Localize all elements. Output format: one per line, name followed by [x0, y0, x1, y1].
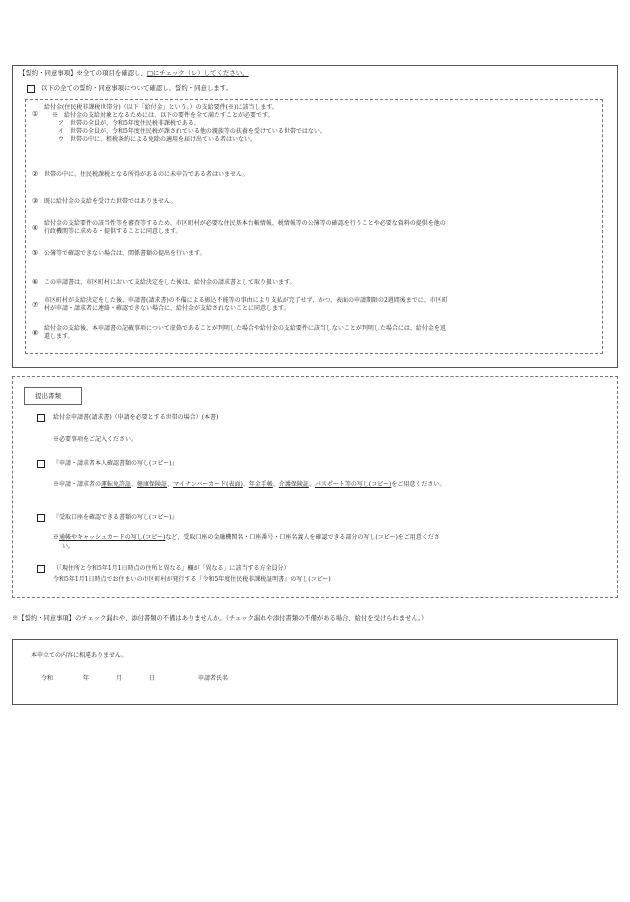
documents-section	[12, 376, 618, 598]
item-number: ⑤	[32, 249, 39, 257]
document-label: 給付金申請書(請求書)（申請を必要とする世帯の場合）(本書)	[53, 414, 219, 421]
consent-header-underlined: □にチェック（レ）してください。	[146, 69, 249, 77]
check-all-row	[27, 84, 232, 93]
declaration-text: 本申立ての内容に相違ありません。	[31, 652, 128, 659]
consent-item	[26, 104, 602, 154]
item-line: 給付金(住民税非課税世帯分)（以下「給付金」という。）の支給要件(※)に該当します。	[44, 104, 278, 111]
document-note: 令和5年1月1日時点でお住まいの市区町村が発行する『令和5年度住民税非課税証明書』の写し(コピー)	[53, 576, 331, 583]
item-number: ⑥	[32, 278, 39, 286]
item-line: イ 世帯の全員が、令和5年度住民税が課されている他の親族等の扶養を受けている世帯ではない。	[58, 128, 326, 136]
documents-title: 提出書類	[35, 392, 61, 400]
document-checkbox[interactable]	[37, 460, 45, 468]
date-era: 令和	[41, 675, 54, 682]
item-text	[44, 104, 596, 144]
document-note	[53, 481, 445, 489]
note-text: 、	[167, 481, 174, 488]
note-underlined: 年金手帳	[248, 481, 273, 488]
item-line: 村が申請・請求者に連絡・確認できない場合に、給付金が支給されないことに同意します。	[44, 305, 290, 313]
note-text: をご用意ください。	[391, 481, 446, 488]
consent-section	[12, 65, 618, 368]
item-line: 行政機関等に求める・提供することに同意します。	[44, 228, 182, 236]
note-text: ※申請・請求者の	[53, 481, 102, 488]
item-number: ⑦	[32, 301, 39, 309]
item-text: 既に給付金の支給を受けた世帯ではありません。	[44, 198, 177, 205]
declaration-section	[12, 639, 618, 705]
document-note	[53, 534, 440, 542]
note-text: ※	[53, 534, 60, 541]
item-text	[44, 220, 596, 236]
date-month: 月	[116, 675, 123, 682]
note-text: 、	[308, 481, 315, 488]
note-underlined: 通帳やキャッシュカードの写し(コピー)	[59, 534, 166, 541]
check-all-label: 以下の全ての誓約・同意事項について確認し、誓約・同意します。	[40, 84, 232, 92]
item-text	[44, 297, 596, 313]
item-number: ⑧	[32, 329, 39, 337]
note-underlined: 健康保険証	[137, 481, 168, 488]
documents-title-box	[24, 387, 82, 405]
document-checkbox[interactable]	[37, 565, 45, 573]
document-label: （「現住所と令和5年1月1日時点の住所と異なる」欄が「異なる」に該当する方全員分）	[53, 565, 290, 572]
item-line: 市区町村が支給決定をした後、申請書(請求書)の不備による振込不能等の事由により支払が完了せず、かつ、表面の申請期限の2週間後までに、市区町	[44, 297, 448, 304]
item-line: 給付金の支給後、本申請書の記載事項について虚偽であることが判明した場合や給付金の支給要件に該当しないことが判明した場合には、給付金を返	[44, 325, 446, 332]
document-label: 『申請・請求者本人確認書類の写し(コピー)』	[53, 460, 178, 467]
note-underlined: マイナンバーカード(表面)	[173, 481, 243, 488]
note-text: など、受取口座の金融機関名・口座番号・口座名義人を確認できる部分の写し(コピー)をご用意くださ	[165, 534, 440, 541]
document-label: 『受取口座を確認できる書類の写し(コピー)』	[53, 514, 178, 521]
item-number: ④	[32, 224, 39, 232]
item-text: 公簿等で確認できない場合は、関係書類の提出を行います。	[44, 250, 206, 257]
date-year: 年	[83, 675, 90, 682]
item-line: ウ 世帯の中に、租税条約による免除の適用を届け出ている者はいない。	[58, 136, 257, 144]
item-line: 給付金の支給要件の該当性等を審査等するため、市区町村が必要な住民基本台帳情報、税情報等の公簿等の確認を行うことや必要な資料の提供を他の	[44, 220, 446, 227]
item-text	[44, 325, 596, 341]
document-checkbox[interactable]	[37, 414, 45, 422]
note-underlined: 運転免許証	[101, 481, 132, 488]
consent-header	[19, 69, 249, 78]
note-underlined: パスポート等の写し(コピー)	[314, 481, 392, 488]
note-underlined: 介護保険証	[278, 481, 309, 488]
item-line: 還します。	[44, 333, 74, 341]
note-text: 、	[131, 481, 138, 488]
consent-items-box	[25, 99, 603, 354]
item-line: ※ 給付金の支給対象となるためには、以下の要件を全て満たすことが必要です。	[52, 112, 274, 120]
document-note: ※必要事項をご記入ください。	[53, 436, 138, 443]
applicant-name-label: 申請者氏名	[198, 675, 229, 682]
document-note: い。	[62, 543, 75, 550]
warning-text: ※【誓約・同意事項】のチェック漏れや、添付書類の不備はありませんか。（チェック漏れや添付書類の不備がある場合、給付を受けられません。）	[12, 615, 428, 622]
item-number: ①	[32, 110, 39, 118]
note-text: 、	[242, 481, 249, 488]
item-text: 世帯の中に、住民税課税となる所得があるのに未申告である者はいません。	[44, 171, 249, 178]
consent-header-text: 【誓約・同意事項】※全ての項目を確認し、	[19, 69, 147, 77]
item-text: この申請書は、市区町村において支給決定をした後は、給付金の請求書として取り扱います。	[44, 279, 296, 286]
item-number: ②	[32, 170, 39, 178]
document-checkbox[interactable]	[37, 514, 45, 522]
check-all-checkbox[interactable]	[27, 85, 35, 93]
item-line: ア 世帯の全員が、令和5年度住民税非課税である。	[58, 120, 200, 128]
item-number: ③	[32, 197, 39, 205]
date-day: 日	[149, 675, 156, 682]
note-text: 、	[272, 481, 279, 488]
